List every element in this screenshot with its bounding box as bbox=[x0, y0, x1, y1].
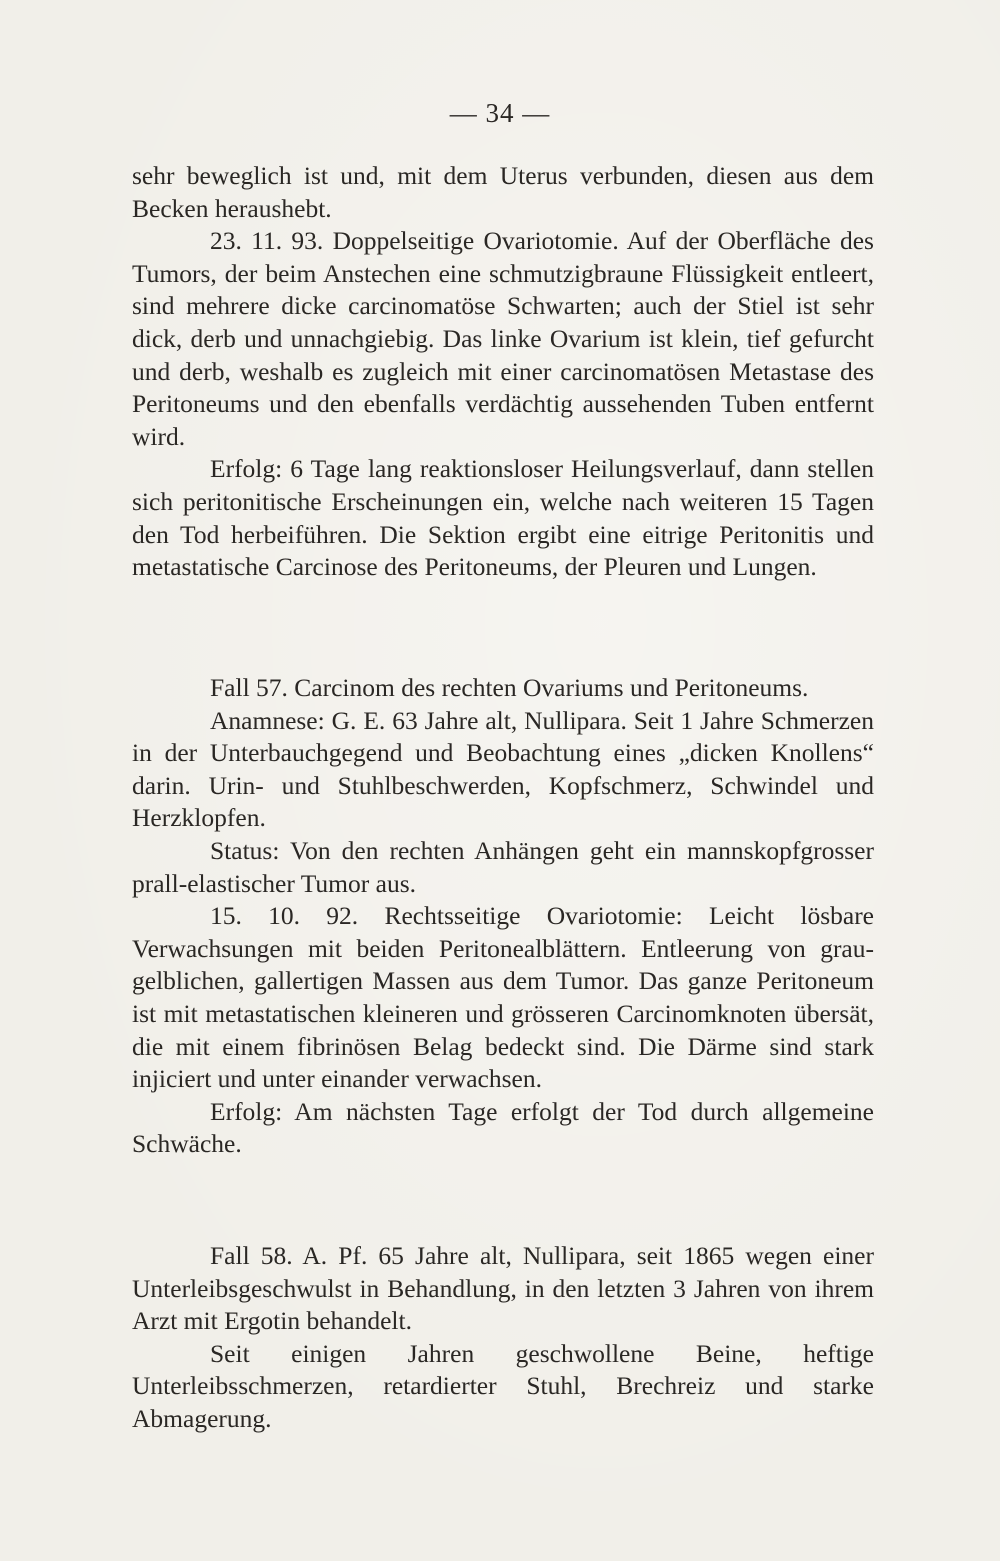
text-section-case-56 bbox=[132, 160, 874, 584]
paragraph-outcome: Erfolg: Am nächsten Tage erfolgt der Tod durch allgemeine Schwäche. bbox=[132, 1096, 874, 1159]
paragraph-status: Status: Von den rechten Anhängen geht ein mannskopfgrosser prall-elastischer Tumor aus. bbox=[132, 835, 874, 898]
paragraph-continuation: sehr beweglich ist und, mit dem Uterus verbunden, diesen aus dem Becken heraushebt. bbox=[132, 161, 874, 223]
paragraph-anamnesis: Anamnese: G. E. 63 Jahre alt, Nullipara. Seit 1 Jahre Schmerzen in der Unterbauchgegend und Beobachtung eines „dicken Knollens“ darin. Urin- und Stuhlbeschwerden, Kopfschmerz, Schwindel und Herzklopfen. bbox=[132, 705, 874, 833]
paragraph-case-heading: Fall 58. A. Pf. 65 Jahre alt, Nullipara, seit 1865 wegen einer Unterleibsgeschwulst in Behandlung, in den letzten 3 Jahren von ihrem Arzt mit Ergotin behandelt. bbox=[132, 1241, 874, 1336]
page-number: — 34 — bbox=[449, 98, 551, 128]
paragraph-operation: 15. 10. 92. Rechtsseitige Ovariotomie: Leicht lösbare Verwachsungen mit beiden Peritonealblättern. Entleerung von grau-gelblichen, gallertigen Massen aus dem Tumor. Das ganze Peritoneum ist mit metastatischen kleineren und grösseren Carcinomknoten übersät, die mit einem fibrinösen Belag bedeckt sind. Die Därme sind stark injiciert und unter einander verwachsen. bbox=[132, 901, 874, 1094]
paragraph-case-heading: Fall 57. Carcinom des rechten Ovariums und Peritoneums. bbox=[210, 673, 809, 702]
paragraph-symptoms: Seit einigen Jahren geschwollene Beine, heftige Unterleibsschmerzen, retardierter Stuhl, Brechreiz und starke Abmagerung. bbox=[132, 1338, 874, 1433]
text-section-case-58 bbox=[132, 1240, 874, 1436]
paragraph-operation: 23. 11. 93. Doppelseitige Ovariotomie. Auf der Oberfläche des Tumors, der beim Anstechen eine schmutzigbraune Flüssigkeit entleert, sind mehrere dicke carcinomatöse Schwarten; auch der Stiel ist sehr dick, derb und unnachgiebig. Das linke Ovarium ist klein, tief gefurcht und derb, weshalb es zugleich mit einer carcinomatösen Metastase des Peritoneums und den ebenfalls verdächtig aussehenden Tuben entfernt wird. bbox=[132, 226, 874, 451]
text-section-case-57 bbox=[132, 672, 874, 1161]
paragraph-outcome: Erfolg: 6 Tage lang reaktionsloser Heilungsverlauf, dann stellen sich peritonitische Erscheinungen ein, welche nach weiteren 15 Tagen den Tod herbeiführen. Die Sektion ergibt eine eitrige Peritonitis und metastatische Carcinose des Peritoneums, der Pleuren und Lungen. bbox=[132, 454, 874, 582]
